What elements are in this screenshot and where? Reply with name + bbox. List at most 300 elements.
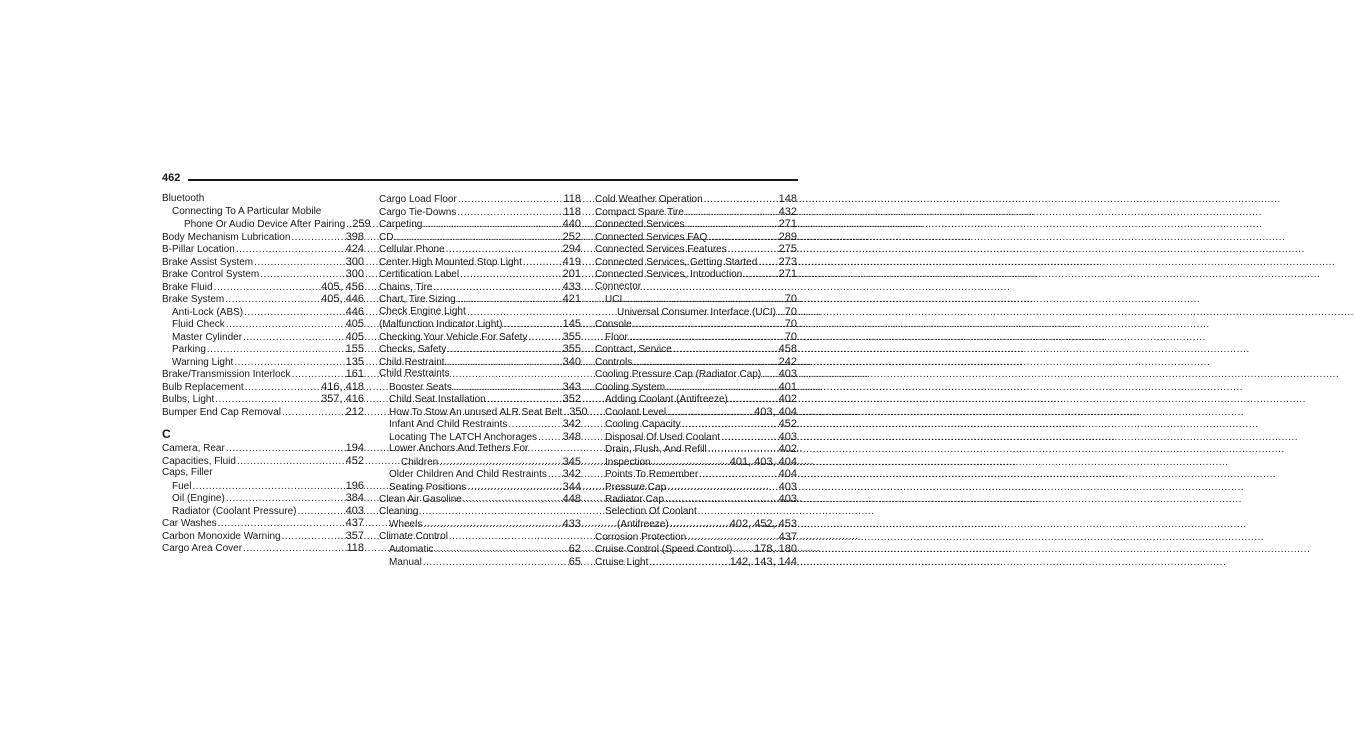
entry-term: Cooling System	[595, 381, 666, 393]
entry-pages: 135	[345, 355, 364, 368]
entry-term: Chart, Tire Sizing	[379, 294, 456, 305]
entry-term: Car Washes	[162, 518, 217, 529]
entry-term: Connected Services, Introduction	[595, 269, 743, 280]
entry-term: Drain, Flush, And Refill	[605, 444, 707, 455]
entry-term: CD	[379, 231, 394, 243]
index-entry	[162, 393, 364, 406]
dot-leader	[728, 244, 777, 257]
entry-pages: 403	[778, 480, 797, 493]
entry-term: Carpeting	[379, 219, 423, 230]
entry-term: Radiator Cap	[605, 494, 664, 505]
index-entry	[379, 405, 588, 419]
index-heading: Caps, Filler	[162, 467, 213, 478]
entry-term: Carbon Monoxide Warning	[162, 530, 281, 542]
index-entry	[595, 243, 797, 256]
entry-pages: 275	[778, 243, 797, 255]
entry-term: Cruise Light	[595, 556, 649, 568]
index-entry	[595, 443, 797, 456]
entry-pages: 384	[345, 492, 364, 504]
dot-leader	[460, 269, 561, 282]
entry-pages: 432	[778, 205, 797, 218]
entry-term: Cooling Pressure Cap (Radiator Cap)	[595, 369, 762, 380]
index-entry	[379, 518, 581, 531]
entry-pages: 271	[778, 268, 797, 280]
entry-pages: 355	[562, 330, 581, 343]
entry-pages: 424	[345, 243, 364, 255]
index-entry	[379, 543, 581, 556]
entry-term: Console	[595, 319, 632, 330]
entry-pages: 352	[562, 393, 581, 405]
dot-leader	[629, 332, 783, 345]
entry-term: Master Cylinder	[172, 331, 243, 343]
index-entry	[595, 206, 797, 219]
index-entry	[595, 406, 797, 419]
index-entry	[379, 556, 581, 569]
entry-term: Seating Positions	[389, 481, 467, 493]
entry-pages: 402, 452, 453	[729, 518, 797, 530]
dot-leader	[467, 482, 560, 495]
index-entry	[162, 455, 364, 468]
entry-term: Contract, Service	[595, 344, 672, 355]
dot-leader	[439, 457, 560, 470]
entry-pages: 252	[562, 230, 581, 243]
entry-pages: 416, 418	[321, 380, 364, 393]
entry-term: Warning Light	[172, 356, 234, 368]
index-entry	[595, 368, 797, 381]
entry-term: Cargo Load Floor	[379, 194, 457, 205]
dot-leader	[282, 531, 344, 544]
dot-leader	[245, 382, 319, 395]
entry-pages: 403	[345, 504, 364, 517]
index-heading: Cleaning	[379, 505, 419, 517]
dot-leader	[225, 294, 319, 307]
entry-term: (Malfunction Indicator Light)	[379, 319, 503, 330]
index-entry	[379, 318, 581, 331]
index-column-1	[162, 193, 371, 555]
entry-pages: 403	[778, 430, 797, 443]
index-entry	[162, 356, 364, 369]
entry-term: Connected Services	[595, 219, 685, 230]
entry-term: Connected Services FAQ	[595, 231, 708, 243]
dot-leader	[704, 194, 777, 207]
entry-pages: 357, 416	[321, 393, 364, 405]
entry-term: UCI	[605, 294, 623, 305]
index-entry	[595, 268, 797, 281]
entry-term: Inspection	[605, 456, 651, 468]
index-entry	[162, 243, 364, 256]
dot-leader	[457, 294, 561, 307]
entry-pages: 142, 143, 144	[729, 555, 797, 568]
dot-leader	[508, 419, 560, 432]
entry-pages: 402	[778, 393, 797, 405]
entry-term: Capacities, Fluid	[162, 455, 236, 467]
index-entry	[162, 517, 364, 530]
entry-term: Cellular Phone	[379, 244, 445, 255]
entry-pages: 70	[784, 318, 797, 330]
entry-term: Disposal Of Used Coolant	[605, 431, 721, 443]
index-entry	[379, 393, 581, 406]
entry-term: Connected Services Features	[595, 244, 727, 255]
index-entry	[162, 218, 371, 231]
entry-pages: 357	[345, 529, 364, 542]
index-heading: Climate Control	[379, 530, 448, 542]
entry-term: Infant And Child Restraints	[389, 419, 508, 430]
index-entry	[595, 331, 797, 344]
index-entry	[595, 531, 797, 544]
dot-leader	[463, 494, 561, 507]
index-entry	[379, 456, 581, 469]
entry-term: Cargo Area Cover	[162, 543, 243, 554]
dot-leader	[298, 506, 344, 519]
index-entry	[379, 231, 581, 244]
index-entry	[379, 193, 581, 206]
entry-term: Connected Services, Getting Started	[595, 256, 758, 268]
dot-leader	[243, 332, 344, 345]
dot-leader	[244, 307, 344, 320]
entry-term: Certification Label	[379, 269, 460, 280]
entry-pages: 403	[778, 493, 797, 505]
index-entry	[379, 256, 581, 269]
index-entry	[595, 468, 797, 481]
index-entry	[162, 343, 364, 356]
dot-leader	[667, 482, 777, 495]
index-entry	[595, 556, 797, 569]
entry-pages: 145	[562, 318, 581, 330]
dot-leader	[458, 194, 562, 207]
entry-pages: 342	[562, 418, 581, 430]
entry-term: Pressure Cap	[605, 481, 667, 493]
entry-term: Cold Weather Operation	[595, 194, 703, 205]
dot-leader	[423, 219, 560, 232]
entry-term: Fluid Check	[172, 319, 225, 330]
entry-term: Bulb Replacement	[162, 381, 244, 393]
entry-term: How To Stow An unused ALR Seat Belt	[389, 406, 563, 418]
index-entry	[595, 518, 797, 531]
entry-pages: 405, 446	[321, 293, 364, 305]
dot-leader	[192, 481, 343, 494]
index-entry	[595, 356, 797, 369]
entry-pages: 403	[778, 368, 797, 380]
entry-pages: 155	[345, 343, 364, 355]
entry-pages: 196	[345, 479, 364, 492]
page-number: 462	[162, 172, 181, 184]
entry-pages: 340	[562, 355, 581, 368]
dot-leader	[487, 394, 561, 407]
index-entry	[595, 381, 797, 394]
entry-pages: 433	[562, 280, 581, 293]
dot-leader	[433, 282, 560, 295]
entry-pages: 70	[784, 330, 797, 343]
dot-leader	[423, 519, 560, 532]
entry-term: Cruise Control (Speed Control)	[595, 544, 733, 555]
entry-pages: 440	[562, 218, 581, 230]
index-entry	[595, 293, 797, 306]
dot-leader	[446, 244, 561, 257]
entry-term: Manual	[389, 556, 422, 568]
entry-term: Locating The LATCH Anchorages	[389, 431, 538, 443]
entry-term: Children	[401, 456, 439, 468]
dot-leader	[218, 518, 344, 531]
entry-pages: 118	[346, 542, 364, 554]
dot-leader	[758, 257, 776, 270]
dot-leader	[291, 232, 343, 245]
entry-term: Brake System	[162, 294, 225, 305]
dot-leader	[686, 219, 777, 232]
entry-term: Bulbs, Light	[162, 394, 215, 405]
index-column-2	[379, 193, 588, 568]
entry-term: Floor	[605, 331, 628, 343]
entry-pages: 419	[562, 255, 581, 268]
index-entry	[379, 268, 581, 281]
index-heading: Selection Of Coolant	[605, 505, 697, 517]
index-entry	[162, 442, 364, 455]
dot-leader	[447, 344, 560, 357]
entry-pages: 348	[562, 430, 581, 443]
dot-leader	[721, 432, 777, 445]
index-entry	[379, 493, 581, 506]
dot-leader	[453, 382, 561, 395]
dot-leader	[215, 394, 319, 407]
index-entry	[162, 231, 364, 244]
entry-term: Brake Fluid	[162, 281, 213, 293]
dot-leader	[234, 357, 343, 370]
entry-pages: 437	[778, 530, 797, 543]
dot-leader	[423, 557, 567, 570]
entry-pages: 403, 404	[754, 405, 797, 418]
index-entry	[162, 256, 364, 269]
entry-term: Body Mechanism Lubrication	[162, 231, 291, 243]
dot-leader	[652, 457, 728, 470]
entry-pages: 433	[562, 518, 581, 530]
entry-term: Controls	[595, 356, 633, 368]
index-entry	[162, 530, 364, 543]
entry-pages: 178, 180	[754, 543, 797, 555]
entry-term: Compact Spare Tire	[595, 206, 684, 218]
index-entry	[379, 343, 581, 356]
index-entry	[379, 243, 581, 256]
entry-term: Center High Mounted Stop Light	[379, 256, 522, 268]
dot-leader	[708, 232, 776, 245]
index-entry	[379, 468, 581, 481]
dot-leader	[665, 494, 777, 507]
entry-term: B-Pillar Location	[162, 244, 235, 255]
index-entry	[595, 393, 797, 406]
entry-term: Automatic	[389, 544, 434, 555]
index-entry	[379, 381, 581, 394]
entry-pages: 289	[778, 230, 797, 243]
entry-term: Clean Air Gasoline	[379, 494, 462, 505]
entry-pages: 201	[562, 268, 581, 280]
index-entry	[595, 493, 797, 506]
index-entry	[595, 306, 797, 319]
dot-leader	[538, 432, 561, 445]
entry-term: Coolant Level	[605, 406, 667, 418]
entry-pages: 405	[345, 330, 364, 343]
entry-pages: 70	[784, 305, 797, 318]
dot-leader	[682, 419, 777, 432]
entry-pages: 345	[562, 455, 581, 468]
entry-pages: 355	[562, 343, 581, 355]
entry-term: Fuel	[172, 480, 192, 492]
entry-term: Chains, Tire	[379, 281, 433, 293]
entry-term: Checks, Safety	[379, 344, 447, 355]
entry-term: Points To Remember	[605, 469, 699, 480]
index-heading: Connector	[595, 280, 642, 292]
index-heading: Check Engine Light	[379, 305, 466, 317]
dot-leader	[699, 469, 776, 482]
entry-pages: 242	[778, 355, 797, 368]
entry-pages: 421	[562, 293, 581, 305]
entry-pages: 300	[345, 268, 364, 280]
entry-term: Corrosion Protection	[595, 531, 687, 543]
dot-leader	[633, 357, 776, 370]
entry-pages: 344	[562, 480, 581, 493]
index-entry	[162, 268, 364, 281]
entry-term: Older Children And Child Restraints	[389, 469, 547, 480]
dot-leader	[394, 232, 560, 245]
entry-term: Brake Assist System	[162, 256, 254, 268]
dot-leader	[503, 319, 560, 332]
index-entry	[595, 218, 797, 231]
entry-term: Child Restraint	[379, 356, 445, 368]
dot-leader	[237, 456, 344, 469]
entry-term: Cargo Tie-Downs	[379, 206, 457, 218]
index-entry	[162, 293, 364, 306]
index-entry	[162, 368, 364, 381]
index-entry	[162, 281, 364, 294]
entry-pages: 402	[778, 443, 797, 455]
header-rule	[188, 179, 798, 181]
dot-leader	[649, 557, 727, 570]
entry-pages: 273	[778, 255, 797, 268]
index-entry	[379, 293, 581, 306]
entry-pages: 70	[784, 293, 797, 305]
entry-pages: 343	[562, 380, 581, 393]
index-entry	[595, 431, 797, 444]
entry-term: Checking Your Vehicle For Safety	[379, 331, 528, 343]
entry-pages: 294	[562, 243, 581, 255]
index-entry	[162, 505, 364, 518]
entry-term: (Antifreeze)	[617, 519, 669, 530]
index-entry	[379, 331, 581, 344]
entry-pages: 62	[568, 543, 581, 555]
dot-leader	[685, 207, 777, 220]
dot-leader	[667, 407, 752, 420]
index-entry	[379, 356, 581, 369]
index-entry	[379, 218, 581, 231]
entry-pages: 405	[345, 318, 364, 330]
dot-leader	[434, 544, 566, 557]
dot-leader	[457, 207, 561, 220]
index-entry	[595, 481, 797, 494]
dot-leader	[254, 257, 344, 270]
dot-leader	[548, 469, 561, 482]
index-entry	[595, 543, 797, 556]
entry-term: Camera, Rear	[162, 443, 225, 454]
index-entry	[379, 431, 581, 444]
dot-leader	[226, 443, 344, 456]
index-entry	[162, 331, 364, 344]
entry-term: Phone Or Audio Device After Pairing	[184, 219, 346, 230]
index-entry	[595, 256, 797, 269]
entry-pages: 271	[778, 218, 797, 230]
entry-pages: 398	[345, 230, 364, 243]
index-entry	[379, 206, 581, 219]
entry-pages: 161	[345, 368, 364, 380]
index-heading: Lower Anchors And Tethers For	[389, 443, 529, 454]
entry-pages: 448	[562, 493, 581, 505]
index-entry	[595, 318, 797, 331]
dot-leader	[446, 357, 561, 370]
entry-pages: 458	[778, 343, 797, 355]
dot-leader	[670, 519, 728, 532]
entry-term: Oil (Engine)	[172, 493, 225, 504]
index-entry	[162, 381, 364, 394]
dot-leader	[777, 307, 783, 320]
dot-leader	[207, 344, 344, 357]
entry-pages: 118	[563, 193, 581, 205]
index-entry	[595, 231, 797, 244]
entry-term: Booster Seats	[389, 381, 452, 393]
dot-leader	[226, 319, 344, 332]
entry-pages: 401	[778, 380, 797, 393]
dot-leader	[226, 493, 344, 506]
entry-term: Universal Consumer Interface (UCI)	[617, 306, 776, 318]
dot-leader	[762, 369, 776, 382]
index-entry	[162, 492, 364, 505]
entry-term: Anti-Lock (ABS)	[172, 306, 244, 318]
entry-pages: 118	[563, 205, 581, 218]
entry-pages: 405, 456	[321, 280, 364, 293]
index-heading: Bluetooth	[162, 193, 205, 204]
dot-leader	[236, 244, 344, 257]
entry-term: Wheels	[389, 519, 423, 530]
index-entry	[162, 306, 364, 319]
entry-pages: 350	[569, 405, 588, 418]
entry-pages: 212	[345, 405, 364, 418]
entry-term: Adding Coolant (Antifreeze)	[605, 394, 728, 405]
entry-pages: 65	[568, 555, 581, 568]
index-entry	[595, 193, 797, 206]
entry-pages: 148	[778, 193, 797, 205]
dot-leader	[528, 332, 560, 345]
index-entry	[162, 318, 364, 331]
dot-leader	[623, 294, 783, 307]
section-letter: C	[162, 427, 171, 441]
dot-leader	[243, 543, 344, 556]
index-entry	[595, 343, 797, 356]
entry-term: Radiator (Coolant Pressure)	[172, 505, 297, 517]
index-heading: Connecting To A Particular Mobile	[172, 205, 322, 217]
index-heading: Child Restraints	[379, 368, 450, 379]
dot-leader	[214, 282, 320, 295]
dot-leader	[633, 319, 783, 332]
entry-pages: 342	[562, 468, 581, 480]
entry-pages: 194	[345, 442, 364, 454]
entry-term: Parking	[172, 344, 206, 355]
index-entry	[379, 418, 581, 431]
index-column-3	[595, 193, 797, 568]
index-entry	[162, 480, 364, 493]
index-entry	[162, 406, 364, 419]
entry-term: Bumper End Cap Removal	[162, 406, 281, 418]
entry-pages: 300	[345, 255, 364, 268]
dot-leader	[666, 382, 777, 395]
entry-pages: 404	[778, 468, 797, 480]
dot-leader	[523, 257, 561, 270]
entry-pages: 446	[345, 305, 364, 318]
entry-pages: 259	[352, 218, 371, 230]
